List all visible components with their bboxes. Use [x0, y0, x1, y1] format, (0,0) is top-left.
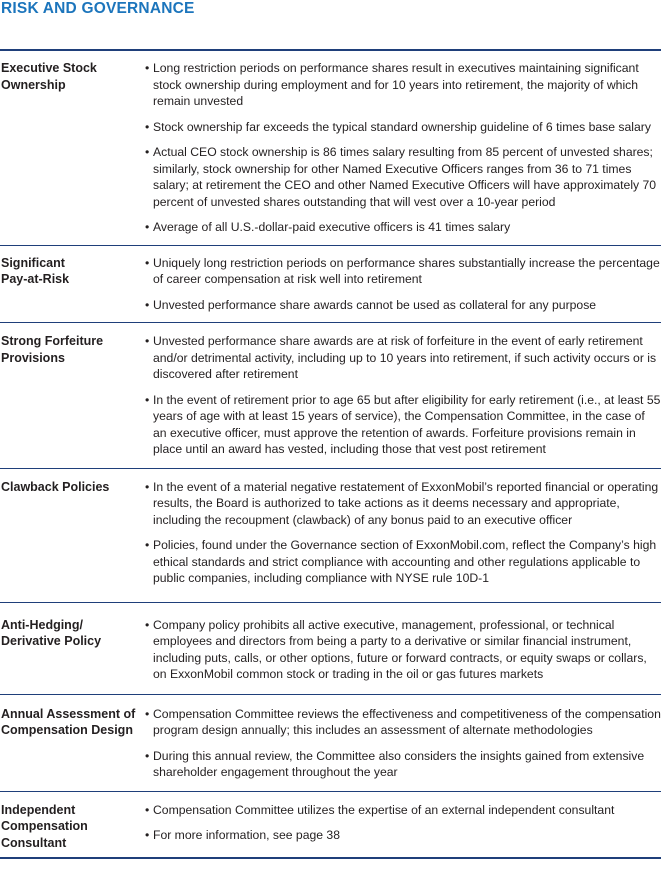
table-row-annual-assessment [0, 695, 661, 792]
table-row-significant-pay-at-risk [0, 246, 661, 324]
row-label: Clawback Policies [1, 479, 110, 494]
bullet-item: • Actual CEO stock ownership is 86 times salary resulting from 85 percent of unvested shares; similarly, stock ownership for other Named Executive Officers ranges from 36 to 71 times salary; at retirement the CEO and other Named Executive Officers will have approximately 70 percent of unvested shares outstanding that will vest over a 10-year period [145, 144, 661, 210]
row-label: Executive Stock Ownership [1, 61, 97, 92]
bullet-item: • Policies, found under the Governance section of ExxonMobil.com, reflect the Company’s high ethical standards and strict compliance with accounting and other regulations applicable to public companies, including compliance with NYSE rule 10D-1 [145, 537, 661, 587]
bullet-list [145, 60, 661, 236]
bullet-item: • In the event of a material negative restatement of ExxonMobil’s reported financial or operating results, the Board is authorized to take actions as it deems necessary and appropriate, including the recoupment (clawback) of any bonus paid to an executive officer [145, 479, 661, 529]
bullet-list [145, 802, 661, 852]
bullet-list [145, 333, 661, 458]
row-label: Annual Assessment of Compensation Design [1, 706, 136, 737]
bullet-list [145, 479, 661, 587]
row-label: Significant Pay-at-Risk [1, 255, 70, 286]
bullet-item: • Compensation Committee utilizes the expertise of an external independent consultant [145, 802, 661, 819]
bullet-item: • Compensation Committee reviews the effectiveness and competitiveness of the compensation program design annually; this includes an assessment of alternate methodologies [145, 706, 661, 739]
bullet-list [145, 255, 661, 314]
risk-governance-table [0, 49, 661, 859]
bullet-item: • During this annual review, the Committee also considers the insights gained from extensive shareholder engagement throughout the year [145, 748, 661, 781]
bullet-item: • Stock ownership far exceeds the typical standard ownership guideline of 6 times base salary [145, 119, 661, 136]
page-title: RISK AND GOVERNANCE [1, 0, 195, 17]
bullet-item: • Unvested performance share awards are at risk of forfeiture in the event of early retirement and/or detrimental activity, including up to 10 years into retirement, if such activity occurs or is discovered after retirement [145, 333, 661, 383]
bullet-item: • Unvested performance share awards cannot be used as collateral for any purpose [145, 297, 661, 314]
bullet-item: • Company policy prohibits all active executive, management, professional, or technical employees and directors from being a party to a derivative or similar financial instrument, including puts, calls, or other options, future or forward contracts, or equity swaps or collars, on ExxonMobil common stock or trading in the oil or gas futures markets [145, 617, 661, 683]
bullet-item: • Long restriction periods on performance shares result in executives maintaining significant stock ownership during employment and for 10 years into retirement, the majority of which remain unvested [145, 60, 661, 110]
bullet-item: • Uniquely long restriction periods on performance shares substantially increase the percentage of career compensation at risk well into retirement [145, 255, 661, 288]
bullet-list [145, 617, 661, 683]
bullet-list [145, 706, 661, 781]
row-label: Anti-Hedging/ Derivative Policy [1, 617, 102, 648]
row-label: Strong Forfeiture Provisions [1, 334, 104, 365]
table-row-independent-compensation-consultant [0, 792, 661, 860]
table-row-executive-stock-ownership [0, 51, 661, 246]
table-row-clawback-policies [0, 469, 661, 603]
bullet-item: • In the event of retirement prior to age 65 but after eligibility for early retirement (i.e., at least 55 years of age with at least 15 years of service), the Compensation Committee, in the case of an executive officer, must approve the retention of awards. Forfeiture provisions remain in place until an award has vested, including those that vest post retirement [145, 392, 661, 458]
bullet-item: • For more information, see page 38 [145, 827, 661, 844]
row-label: Independent Compensation Consultant [1, 802, 88, 850]
table-row-anti-hedging-derivative-policy [0, 603, 661, 695]
table-row-strong-forfeiture-provisions [0, 323, 661, 469]
bullet-item: • Average of all U.S.-dollar-paid executive officers is 41 times salary [145, 219, 661, 236]
